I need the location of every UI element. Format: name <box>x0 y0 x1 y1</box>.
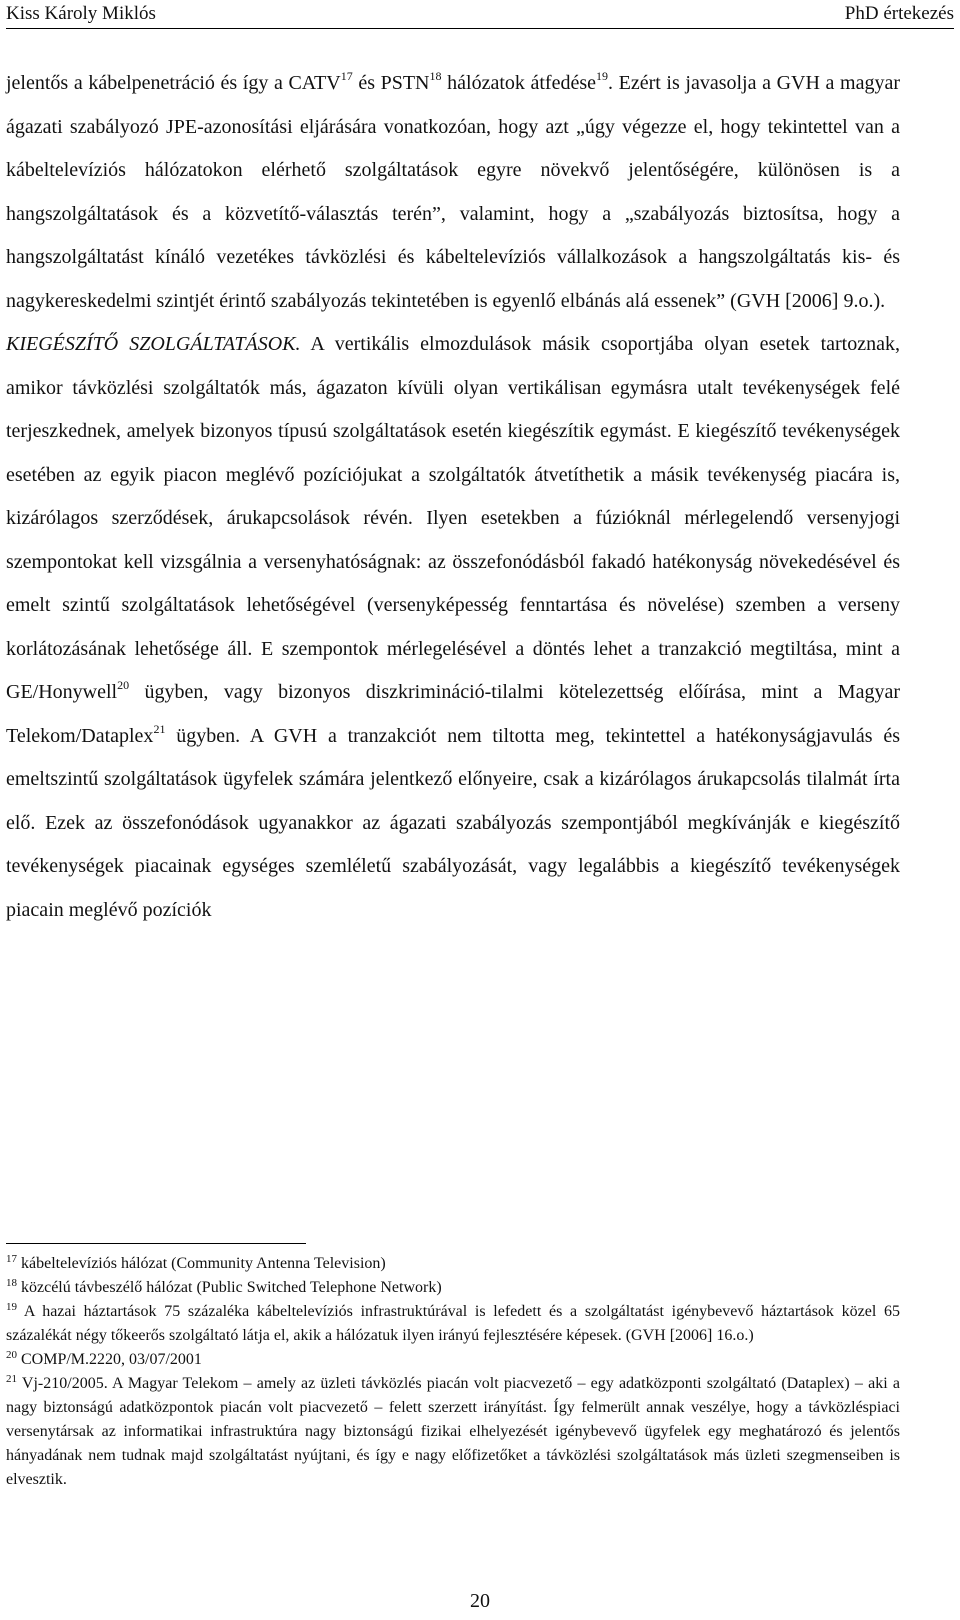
footnote-ref-20: 20 <box>117 678 130 692</box>
running-header <box>6 2 954 29</box>
footnote-text: közcélú távbeszélő hálózat (Public Switched Telephone Network) <box>17 1279 442 1296</box>
para1-text-3: hálózatok átfedése <box>441 72 597 94</box>
footnote-number: 20 <box>6 1349 17 1361</box>
para1-text-2: és PSTN <box>352 72 430 94</box>
para2-text-1: A vertikális elmozdulások másik csoportjába olyan esetek tartoznak, amikor távközlési szolgáltatók más, ágazaton kívüli olyan vertikálisan egymásra utalt tevékenységek felé terjeszkednek, amelyek bizonyos típusú szolgáltatások esetén kiegészítik egymást. E kiegészítő tevékenységek esetében az egyik piacon meglévő pozíciójukat a szolgáltatók átvetíthetik a másik tevékenység piacára is, kizárólagos szerződések, árukapcsolások révén. Ilyen esetekben a fúzióknál mérlegelendő versenyjogi szempontokat kell vizsgálnia a versenyhatóságnak: az összefonódásból fakadó hatékonyság növekedésével és emelt szintű szolgáltatások lehetőségével (versenyképesség fenntartása és növelése) szemben a verseny korlátozásának lehetősége áll. E szempontok mérlegelésével a döntés lehet a tranzakció megtiltása, mint a GE/Honywell <box>6 333 900 703</box>
footnote-text: A hazai háztartások 75 százaléka kábeltelevíziós infrastruktúrával is lefedett és a szolgáltatást igénybevevő háztartások közel 65 százalékát négy tőkeerős szolgáltató látja el, akik a hálózatuk ilyen irányú fejlesztésére képesek. (GVH [2006] 16.o.) <box>6 1303 900 1344</box>
footnote-ref-21: 21 <box>153 721 166 736</box>
body-text <box>6 62 900 932</box>
footnote-ref-17: 17 <box>340 69 353 83</box>
footnote-number: 21 <box>6 1373 17 1385</box>
footnote-ref-19: 19 <box>596 69 609 83</box>
footnote <box>6 1300 900 1348</box>
footnote-text: Vj-210/2005. A Magyar Telekom – amely az üzleti távközlés piacán volt piacvezető – egy adatközponti szolgáltató (Dataplex) – aki a nagy biztonságú adatközpontok piacán volt piacvezető – felett szerzett irányítást. Így felmerült annak veszélye, hogy a távközléspiaci versenytársak az informatikai infrastruktúra nagy biztonságú fizikai elhelyezését igénybevevő ügyfelek egy meghatározó és jelentős hányadának nem tudnak majd szolgáltatást nyújtani, és így e nagy előfizetőket a távközlési szolgáltatások más üzleti szegmenseiben is elvesztik. <box>6 1375 900 1488</box>
paragraph-2 <box>6 323 900 932</box>
footnotes <box>6 1252 900 1492</box>
section-heading: KIEGÉSZÍTŐ SZOLGÁLTATÁSOK. <box>6 333 301 355</box>
footnote-ref-18: 18 <box>429 69 442 83</box>
para2-text-2: ügyben, vagy bizonyos diszkrimináció-tilalmi kötelezettség előírása, mint a Magyar Telekom/Dataplex <box>6 681 900 747</box>
header-author: Kiss Károly Miklós <box>6 3 156 24</box>
para2-text-3: ügyben. A GVH a tranzakciót nem tiltotta meg, tekintettel a hatékonyságjavulás és emeltszintű szolgáltatások ügyfelek számára jelentkező előnyeire, csak a kizárólagos árukapcsolás tilalmát írta elő. Ezek az összefonódások ugyanakkor az ágazati szabályozás szempontjából megkívánják e kiegészítő tevékenységek piacainak egységes szemléletű szabályozását, vagy legalábbis a kiegészítő tevékenységek piacain meglévő pozíciók <box>6 724 900 921</box>
footnote-number: 18 <box>6 1277 17 1289</box>
footnote-number: 19 <box>6 1301 17 1313</box>
footnote-separator <box>6 1243 306 1244</box>
footnote <box>6 1372 900 1492</box>
footnote <box>6 1252 900 1276</box>
para1-text-4: . Ezért is javasolja a GVH a magyar ágazati szabályozó JPE-azonosítási eljárására vonatkozóan, hogy azt „úgy végezze el, hogy tekintettel van a kábeltelevíziós hálózatokon elérhető szolgáltatások egyre növekvő jelentőségére, különösen is a hangszolgáltatások és a közvetítő-választás terén”, valamint, hogy a „szabályozás biztosítsa, hogy a hangszolgáltatást kínáló vezetékes távközlési és kábeltelevíziós vállalkozások a hangszolgáltatás kis- és nagykereskedelmi szintjét érintő szabályozás tekintetében is egyenlő elbánás alá essenek” (GVH [2006] 9.o.). <box>6 72 900 312</box>
footnote-number: 17 <box>6 1253 17 1265</box>
footnote <box>6 1276 900 1300</box>
paragraph-1 <box>6 62 900 323</box>
header-doc-type: PhD értekezés <box>844 3 954 24</box>
page-number: 20 <box>470 1590 490 1612</box>
para1-text-1: jelentős a kábelpenetráció és így a CATV <box>6 72 341 94</box>
footnote-text: kábeltelevíziós hálózat (Community Antenna Television) <box>17 1255 386 1272</box>
footnote-text: COMP/M.2220, 03/07/2001 <box>17 1351 202 1368</box>
footnote <box>6 1348 900 1372</box>
